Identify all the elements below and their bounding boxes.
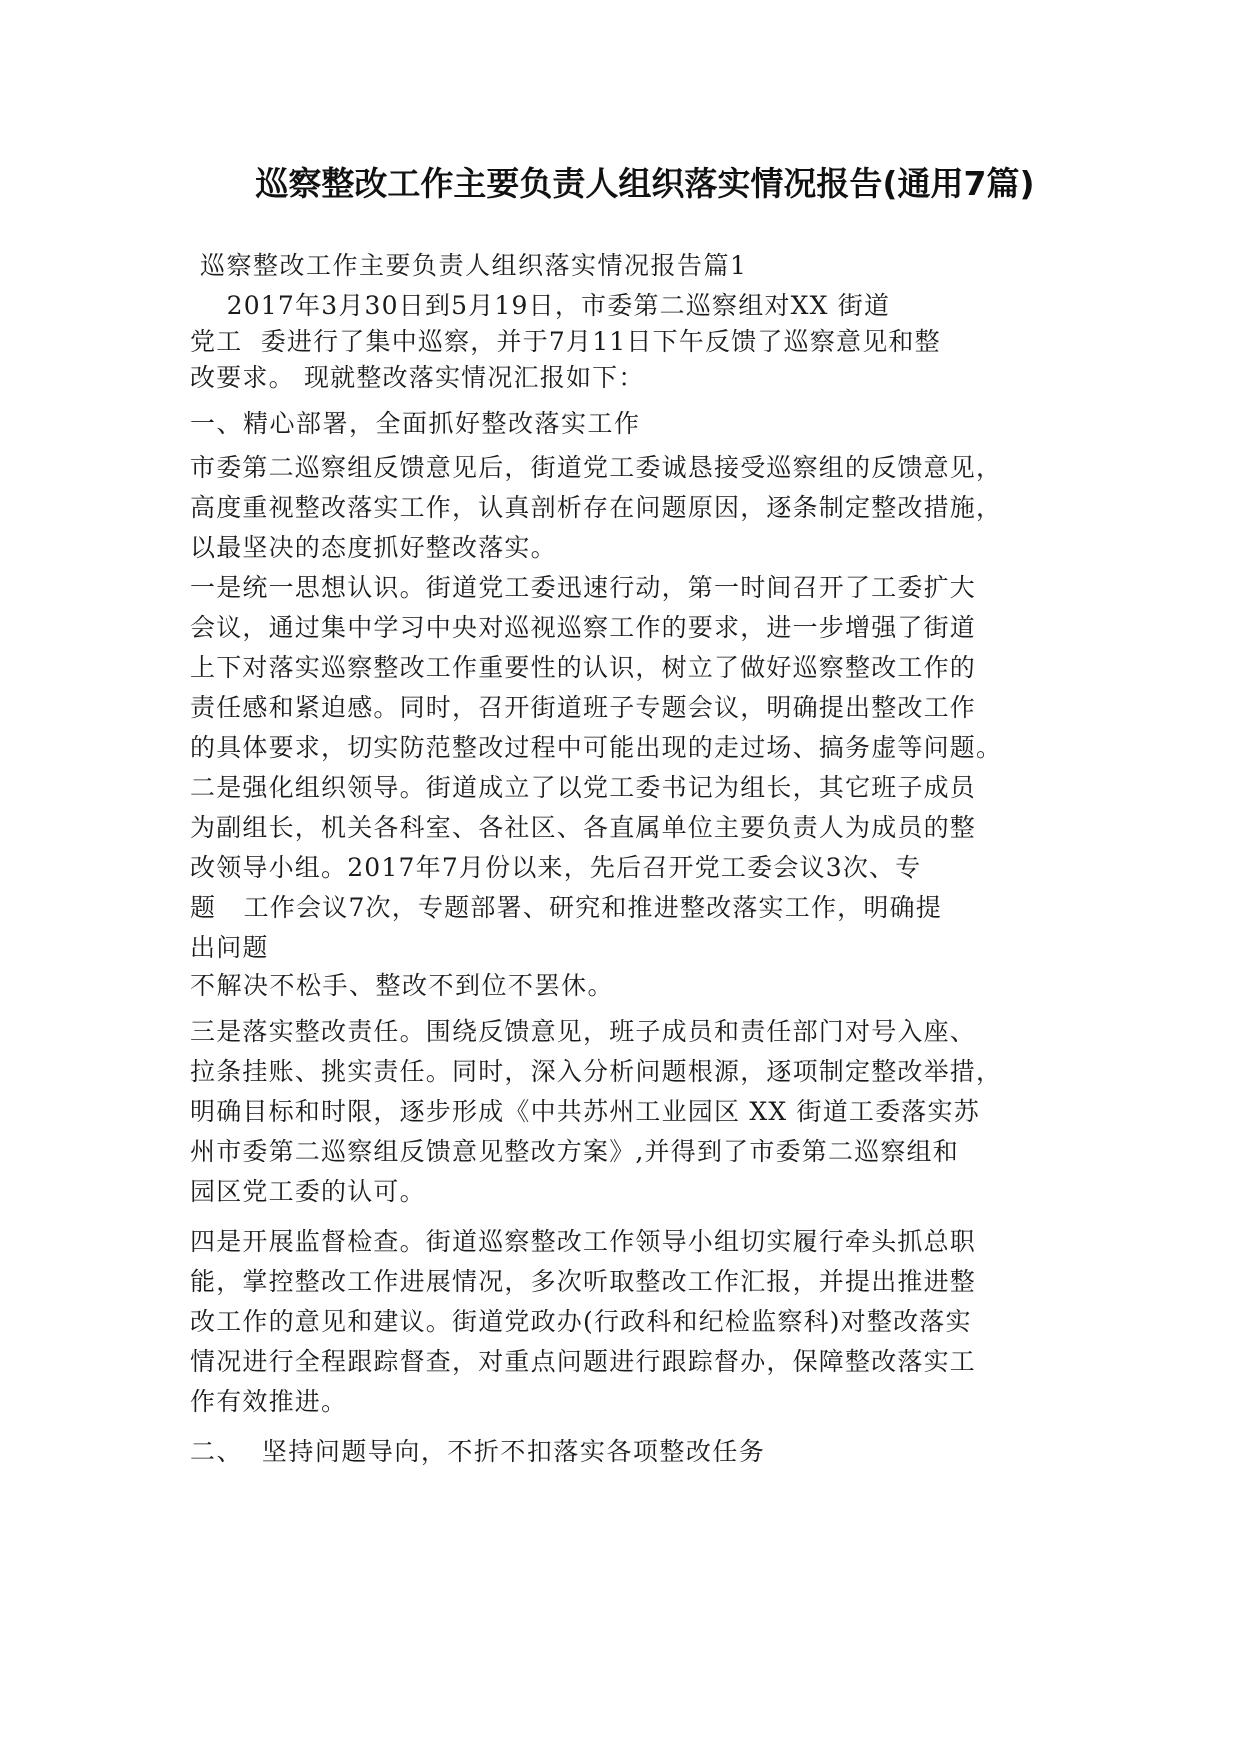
paragraph-line: 州市委第二巡察组反馈意见整改方案》,并得到了市委第二巡察组和 — [190, 1137, 959, 1166]
paragraph-line: 市委第二巡察组反馈意见后，街道党工委诚恳接受巡察组的反馈意见， — [190, 453, 1003, 482]
paragraph-line: 的具体要求，切实防范整改过程中可能出现的走过场、搞务虚等问题。 — [190, 733, 1003, 762]
paragraph-line: 情况进行全程跟踪督查，对重点问题进行跟踪督办，保障整改落实工 — [190, 1347, 977, 1376]
section-subtitle: 巡察整改工作主要负责人组织落实情况报告篇1 — [200, 251, 748, 280]
paragraph-line: 明确目标和时限，逐步形成《中共苏州工业园区 XX 街道工委落实苏 — [190, 1097, 980, 1126]
paragraph-line: 作有效推进。 — [190, 1387, 348, 1416]
paragraph-3 — [190, 768, 1060, 968]
paragraph-line: 拉条挂账、挑实责任。同时，深入分析问题根源，逐项制定整改举措， — [190, 1057, 1003, 1086]
intro-paragraph — [190, 288, 1060, 396]
document-title: 巡察整改工作主要负责人组织落实情况报告(通用7篇) — [255, 164, 1035, 203]
paragraph-line: 出问题 — [190, 933, 269, 962]
paragraph-3-continuation: 不解决不松手、整改不到位不罢休。 — [190, 971, 615, 1000]
intro-line: 2017年3月30日到5月19日，市委第二巡察组对XX 街道 — [190, 291, 891, 320]
intro-line: 改要求。 现就整改落实情况汇报如下： — [190, 363, 645, 392]
paragraph-line: 责任感和紧迫感。同时，召开街道班子专题会议，明确提出整改工作 — [190, 693, 977, 722]
section-heading-1: 一、精心部署，全面抓好整改落实工作 — [190, 409, 641, 438]
paragraph-2 — [190, 568, 1060, 768]
paragraph-line: 为副组长，机关各科室、各社区、各直属单位主要负责人为成员的整 — [190, 813, 977, 842]
paragraph-line: 会议，通过集中学习中央对巡视巡察工作的要求，进一步增强了街道 — [190, 613, 977, 642]
paragraph-1 — [190, 448, 1060, 568]
paragraph-line: 二是强化组织领导。街道成立了以党工委书记为组长，其它班子成员 — [190, 773, 977, 802]
paragraph-4 — [190, 1012, 1060, 1212]
paragraph-5 — [190, 1222, 1060, 1422]
paragraph-line: 改领导小组。2017年7月份以来，先后召开党工委会议3次、专 — [190, 853, 922, 882]
paragraph-line: 园区党工委的认可。 — [190, 1177, 426, 1206]
paragraph-line: 上下对落实巡察整改工作重要性的认识，树立了做好巡察整改工作的 — [190, 653, 977, 682]
paragraph-line: 高度重视整改落实工作，认真剖析存在问题原因，逐条制定整改措施， — [190, 493, 1003, 522]
paragraph-line: 以最坚决的态度抓好整改落实。 — [190, 533, 557, 562]
intro-line: 党工 委进行了集中巡察，并于7月11日下午反馈了巡察意见和整 — [190, 327, 941, 356]
paragraph-line: 一是统一思想认识。街道党工委迅速行动，第一时间召开了工委扩大 — [190, 573, 977, 602]
paragraph-line: 三是落实整改责任。围绕反馈意见，班子成员和责任部门对号入座、 — [190, 1017, 977, 1046]
paragraph-line: 改工作的意见和建议。街道党政办(行政科和纪检监察科)对整改落实 — [190, 1307, 972, 1336]
paragraph-line: 题 工作会议7次，专题部署、研究和推进整改落实工作，明确提 — [190, 893, 942, 922]
paragraph-line: 四是开展监督检查。街道巡察整改工作领导小组切实履行牵头抓总职 — [190, 1227, 977, 1256]
section-heading-2: 二、 坚持问题导向，不折不扣落实各项整改任务 — [190, 1437, 766, 1466]
paragraph-line: 能，掌控整改工作进展情况，多次听取整改工作汇报，并提出推进整 — [190, 1267, 977, 1296]
